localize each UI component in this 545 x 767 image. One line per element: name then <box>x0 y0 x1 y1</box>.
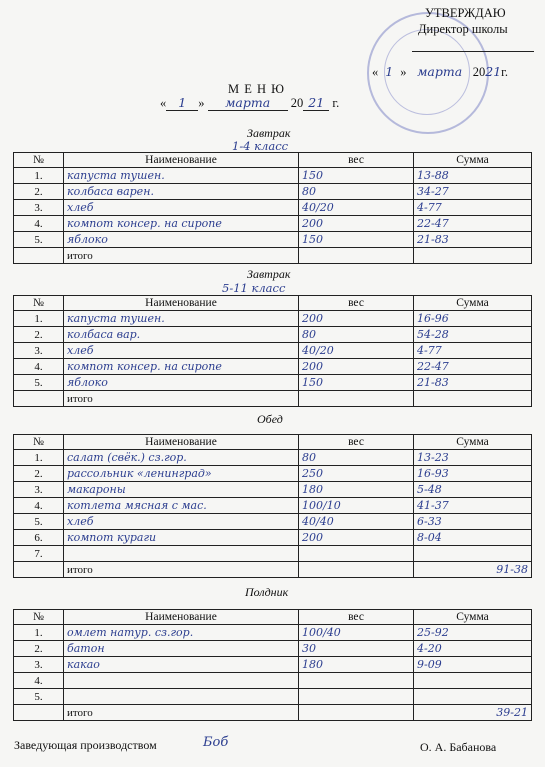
menu-title: М Е Н Ю <box>228 82 285 96</box>
row-num: 1. <box>14 311 64 327</box>
row-num: 4. <box>14 216 64 232</box>
section-1-table <box>13 152 532 264</box>
manager-label: Заведующая производством <box>14 738 157 752</box>
table-row <box>14 311 532 327</box>
table-row <box>14 498 532 514</box>
row-name <box>64 689 299 705</box>
total-row <box>14 391 532 407</box>
col-weight: вес <box>299 435 414 450</box>
table-header-row <box>14 610 532 625</box>
total-sum <box>414 248 532 264</box>
row-num: 5. <box>14 232 64 248</box>
table-header-row <box>14 153 532 168</box>
col-num: № <box>14 296 64 311</box>
section-1-title: Завтрак <box>247 126 291 140</box>
row-num: 5. <box>14 514 64 530</box>
col-weight: вес <box>299 610 414 625</box>
total-label: итого <box>64 248 299 264</box>
director-label: Директор школы <box>418 22 508 36</box>
table-row <box>14 689 532 705</box>
row-num: 4. <box>14 498 64 514</box>
table-row <box>14 450 532 466</box>
section-4-table <box>13 609 532 721</box>
row-name: хлеб <box>64 514 299 530</box>
row-sum: 21-83 <box>414 375 532 391</box>
row-weight: 40/40 <box>299 514 414 530</box>
row-sum: 41-37 <box>414 498 532 514</box>
approve-label: УТВЕРЖДАЮ <box>425 6 506 20</box>
col-sum: Сумма <box>414 435 532 450</box>
section-2-title: Завтрак <box>247 267 291 281</box>
row-weight: 80 <box>299 184 414 200</box>
row-name: компот консер. на сиропе <box>64 359 299 375</box>
section-3-title: Обед <box>257 412 283 426</box>
table-row <box>14 625 532 641</box>
row-name <box>64 673 299 689</box>
table-row <box>14 466 532 482</box>
row-name: яблоко <box>64 232 299 248</box>
row-name: какао <box>64 657 299 673</box>
row-num: 3. <box>14 200 64 216</box>
table-row <box>14 232 532 248</box>
row-sum: 5-48 <box>414 482 532 498</box>
row-num: 5. <box>14 689 64 705</box>
row-name: котлета мясная с маc. <box>64 498 299 514</box>
section-3-table <box>13 434 532 578</box>
table-row <box>14 200 532 216</box>
row-name: капуста тушен. <box>64 311 299 327</box>
total-row <box>14 705 532 721</box>
table-row <box>14 168 532 184</box>
col-num: № <box>14 435 64 450</box>
table-row <box>14 673 532 689</box>
col-weight: вес <box>299 153 414 168</box>
table-header-row <box>14 435 532 450</box>
row-num: 4. <box>14 673 64 689</box>
row-weight: 150 <box>299 375 414 391</box>
row-weight <box>299 673 414 689</box>
col-name: Наименование <box>64 153 299 168</box>
section-2-subtitle: 5-11 класс <box>222 281 286 295</box>
table-row <box>14 216 532 232</box>
row-name: рассольник «ленинград» <box>64 466 299 482</box>
row-weight: 30 <box>299 641 414 657</box>
total-label: итого <box>64 391 299 407</box>
total-sum <box>414 391 532 407</box>
row-name: яблоко <box>64 375 299 391</box>
row-num: 4. <box>14 359 64 375</box>
row-name <box>64 546 299 562</box>
row-name: капуста тушен. <box>64 168 299 184</box>
row-sum: 8-04 <box>414 530 532 546</box>
row-weight: 200 <box>299 216 414 232</box>
row-num: 2. <box>14 641 64 657</box>
table-row <box>14 482 532 498</box>
row-weight: 80 <box>299 450 414 466</box>
row-weight: 150 <box>299 232 414 248</box>
row-sum: 4-77 <box>414 200 532 216</box>
row-num: 5. <box>14 375 64 391</box>
row-sum: 34-27 <box>414 184 532 200</box>
table-row <box>14 546 532 562</box>
row-sum: 16-93 <box>414 466 532 482</box>
row-weight: 250 <box>299 466 414 482</box>
row-weight: 180 <box>299 657 414 673</box>
row-num: 3. <box>14 343 64 359</box>
row-sum: 21-83 <box>414 232 532 248</box>
row-sum: 4-77 <box>414 343 532 359</box>
row-sum <box>414 546 532 562</box>
row-num: 7. <box>14 546 64 562</box>
row-name: хлеб <box>64 343 299 359</box>
total-label: итого <box>64 705 299 721</box>
row-weight: 200 <box>299 359 414 375</box>
approve-date: « 1 » марта 2021г. <box>372 64 508 79</box>
col-num: № <box>14 610 64 625</box>
row-weight: 200 <box>299 311 414 327</box>
row-num: 6. <box>14 530 64 546</box>
table-row <box>14 184 532 200</box>
row-name: колбаса вар. <box>64 327 299 343</box>
total-label: итого <box>64 562 299 578</box>
row-name: компот кураги <box>64 530 299 546</box>
row-weight: 100/10 <box>299 498 414 514</box>
row-num: 3. <box>14 482 64 498</box>
section-4-title: Полдник <box>245 585 289 599</box>
row-name: батон <box>64 641 299 657</box>
table-row <box>14 657 532 673</box>
row-weight: 180 <box>299 482 414 498</box>
table-row <box>14 514 532 530</box>
table-row <box>14 359 532 375</box>
table-row <box>14 327 532 343</box>
row-name: омлет натур. сз.гор. <box>64 625 299 641</box>
row-sum: 13-88 <box>414 168 532 184</box>
row-sum <box>414 689 532 705</box>
row-weight: 100/40 <box>299 625 414 641</box>
row-weight <box>299 689 414 705</box>
table-row <box>14 530 532 546</box>
table-header-row <box>14 296 532 311</box>
total-row <box>14 248 532 264</box>
row-sum: 6-33 <box>414 514 532 530</box>
row-weight <box>299 546 414 562</box>
row-num: 2. <box>14 184 64 200</box>
row-name: компот консер. на сиропе <box>64 216 299 232</box>
row-sum <box>414 673 532 689</box>
row-num: 3. <box>14 657 64 673</box>
row-weight: 40/20 <box>299 343 414 359</box>
section-1-subtitle: 1-4 класс <box>232 139 289 153</box>
row-sum: 16-96 <box>414 311 532 327</box>
col-sum: Сумма <box>414 296 532 311</box>
manager-signature: Боб <box>203 735 229 750</box>
row-num: 1. <box>14 625 64 641</box>
row-name: макароны <box>64 482 299 498</box>
row-weight: 150 <box>299 168 414 184</box>
row-sum: 54-28 <box>414 327 532 343</box>
menu-date: « 1 » марта 20 21 г. <box>160 95 340 110</box>
row-weight: 40/20 <box>299 200 414 216</box>
col-num: № <box>14 153 64 168</box>
row-sum: 4-20 <box>414 641 532 657</box>
row-num: 2. <box>14 466 64 482</box>
row-name: салат (свёк.) сз.гор. <box>64 450 299 466</box>
row-num: 1. <box>14 450 64 466</box>
total-sum: 39-21 <box>414 705 532 721</box>
row-name: хлеб <box>64 200 299 216</box>
col-sum: Сумма <box>414 153 532 168</box>
col-name: Наименование <box>64 435 299 450</box>
row-sum: 22-47 <box>414 216 532 232</box>
manager-name: О. А. Бабанова <box>420 740 497 754</box>
director-signature-line <box>412 51 534 52</box>
row-sum: 13-23 <box>414 450 532 466</box>
row-num: 1. <box>14 168 64 184</box>
table-row <box>14 641 532 657</box>
row-num: 2. <box>14 327 64 343</box>
col-name: Наименование <box>64 610 299 625</box>
row-sum: 25-92 <box>414 625 532 641</box>
row-sum: 22-47 <box>414 359 532 375</box>
row-weight: 80 <box>299 327 414 343</box>
col-weight: вес <box>299 296 414 311</box>
row-sum: 9-09 <box>414 657 532 673</box>
row-name: колбаса варен. <box>64 184 299 200</box>
section-2-table <box>13 295 532 407</box>
col-name: Наименование <box>64 296 299 311</box>
total-sum: 91-38 <box>414 562 532 578</box>
total-row <box>14 562 532 578</box>
col-sum: Сумма <box>414 610 532 625</box>
table-row <box>14 343 532 359</box>
table-row <box>14 375 532 391</box>
row-weight: 200 <box>299 530 414 546</box>
